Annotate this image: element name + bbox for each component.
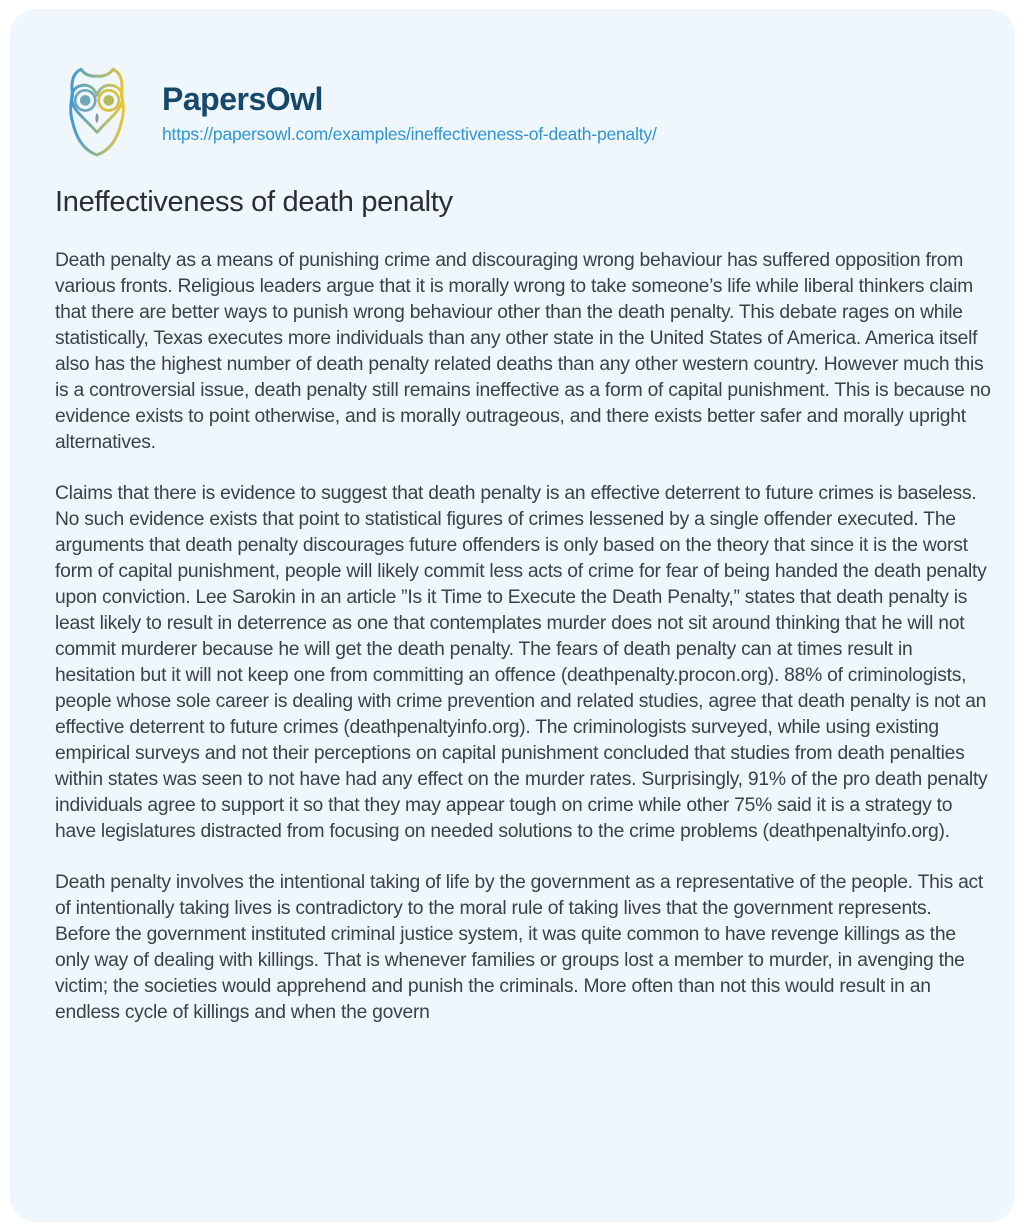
source-url-link[interactable]: https://papersowl.com/examples/ineffectiveness-of-death-penalty/ bbox=[162, 124, 657, 145]
essay-paragraph-2: Claims that there is evidence to suggest that death penalty is an effective deterrent to future crimes is baseless. No such evidence exists that point to statistical figures of crimes lessened by a single offender executed. The arguments that death penalty discourages future offenders is only based on the theory that since it is the worst form of capital punishment, people will likely commit less acts of crime for fear of being handed the death penalty upon conviction. Lee Sarokin in an article ”Is it Time to Execute the Death Penalty,” states that death penalty is least likely to result in deterrence as one that contemplates murder does not sit around thinking that he will not commit murderer because he will get the death penalty. The fears of death penalty can at times result in hesitation but it will not keep one from committing an offence (deathpenalty.procon.org). 88% of criminologists, people whose sole career is dealing with crime prevention and related studies, agree that death penalty is not an effective deterrent to future crimes (deathpenaltyinfo.org). The criminologists surveyed, while using existing empirical surveys and not their perceptions on capital punishment concluded that studies from death penalties within states was seen to not have had any effect on the murder rates. Surprisingly, 91% of the pro death penalty individuals agree to support it so that they may appear tough on crime while other 75% said it is a strategy to have legislatures distracted from focusing on needed solutions to the crime problems (deathpenaltyinfo.org). bbox=[55, 483, 988, 842]
papersowl-owl-logo-icon[interactable] bbox=[55, 65, 139, 161]
owl-beak bbox=[95, 113, 98, 123]
essay-paragraph-3: Death penalty involves the intentional taking of life by the government as a representative of the people. This act of intentionally taking lives is contradictory to the moral rule of taking lives that the government represents. Before the government instituted criminal justice system, it was quite common to have revenge killings as the only way of dealing with killings. That is whenever families or groups lost a member to murder, in avenging the victim; the societies would apprehend and punish the criminals. More often than not this would result in an endless cycle of killings and when the govern bbox=[55, 872, 984, 1023]
header bbox=[55, 65, 971, 161]
essay-body bbox=[55, 248, 991, 1026]
article-title: Ineffectiveness of death penalty bbox=[55, 186, 453, 218]
brand-title: PapersOwl bbox=[162, 80, 323, 117]
owl-left-eye bbox=[80, 95, 91, 106]
owl-right-eye bbox=[103, 95, 114, 106]
content-card bbox=[10, 9, 1015, 1222]
essay-paragraph-1: Death penalty as a means of punishing crime and discouraging wrong behaviour has suffered opposition from various fronts. Religious leaders argue that it is morally wrong to take someone’s life while liberal thinkers claim that there are better ways to punish wrong behaviour other than the death penalty. This debate rages on while statistically, Texas executes more individuals than any other state in the United States of America. America itself also has the highest number of death penalty related deaths than any other western country. However much this is a controversial issue, death penalty still remains ineffective as a form of capital punishment. This is because no evidence exists to point otherwise, and is morally outrageous, and there exists better safer and morally upright alternatives. bbox=[55, 250, 991, 453]
brand-block bbox=[162, 81, 657, 146]
